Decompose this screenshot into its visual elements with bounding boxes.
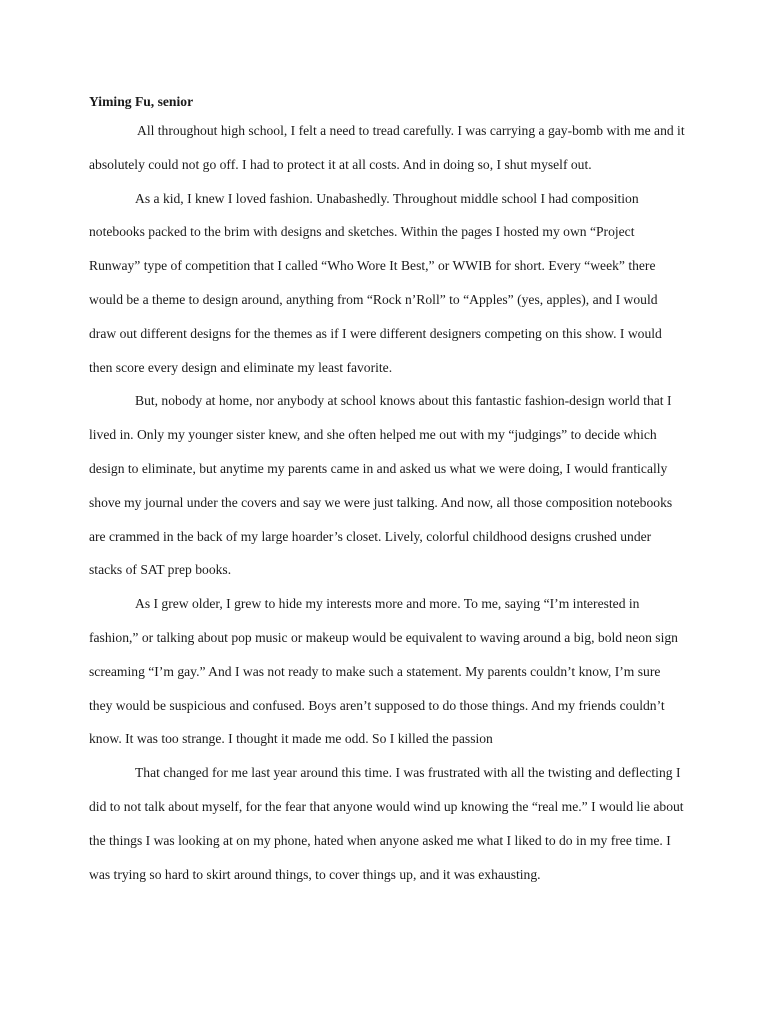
paragraph: All throughout high school, I felt a need to tread carefully. I was carrying a gay-bomb with me and it absolutely could not go off. I had to protect it at all costs. And in doing so, I shut myself out. — [89, 123, 685, 172]
paragraph: As a kid, I knew I loved fashion. Unabashedly. Throughout middle school I had composition notebooks packed to the brim with designs and sketches. Within the pages I hosted my own “Project Runway” type of competition that I called “Who Wore It Best,” or WWIB for short. Every “week” there would be a theme to design around, anything from “Rock n’Roll” to “Apples” (yes, apples), and I would draw out different designs for the themes as if I were different designers competing on this show. I would then score every design and eliminate my least favorite. — [89, 190, 662, 375]
author-heading: Yiming Fu, senior — [89, 94, 194, 109]
paragraph: As I grew older, I grew to hide my interests more and more. To me, saying “I’m interested in fashion,” or talking about pop music or makeup would be equivalent to waving around a big, bold neon sign screaming “I’m gay.” And I was not ready to make such a statement. My parents couldn’t know, I’m sure they would be suspicious and confused. Boys aren’t supposed to do those things. And my friends couldn’t know. It was too strange. I thought it made me odd. So I killed the passion — [89, 596, 678, 747]
paragraph: That changed for me last year around this time. I was frustrated with all the twisting and deflecting I did to not talk about myself, for the fear that anyone would wind up knowing the “real me.” I would lie about the things I was looking at on my phone, hated when anyone asked me what I liked to do in my free time. I was trying so hard to skirt around things, to cover things up, and it was exhausting. — [89, 765, 684, 882]
paragraph: But, nobody at home, nor anybody at school knows about this fantastic fashion-design world that I lived in. Only my younger sister knew, and she often helped me out with my “judgings” to decide which design to eliminate, but anytime my parents came in and asked us what we were doing, I would frantically shove my journal under the covers and say we were just talking. And now, all those composition notebooks are crammed in the back of my large hoarder’s closet. Lively, colorful childhood designs crushed under stacks of SAT prep books. — [89, 393, 673, 578]
document-body — [89, 91, 685, 891]
